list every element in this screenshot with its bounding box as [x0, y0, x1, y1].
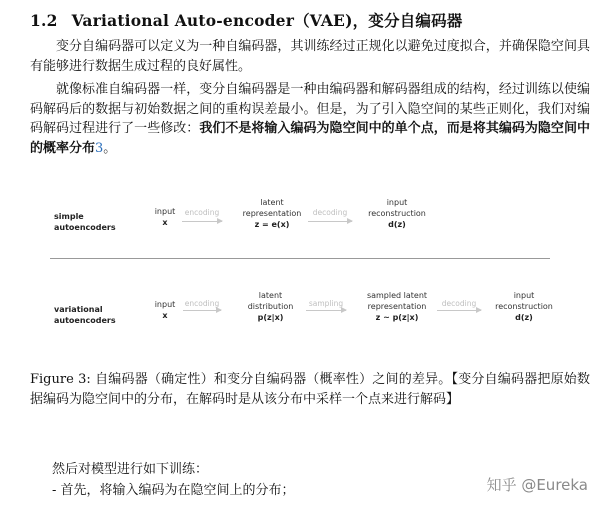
variational-label-line2: autoencoders: [54, 316, 116, 325]
node-title: input: [154, 300, 176, 309]
paragraph-definition: 变分自编码器可以定义为一种自编码器，其训练经过正规化以避免过度拟合，并确保隐空间具有能够进行数据生成过程的良好属性。: [30, 39, 590, 74]
variational-latent-distribution-node: [238, 290, 303, 323]
node-title: input reconstruction: [495, 291, 553, 311]
variational-encoding-label: encoding: [184, 299, 220, 308]
paragraph-structure-text: 就像标准自编码器一样，变分自编码器是一种由编码器和解码器组成的结构，经过训练以使编码解码后的数据与初始数据之间的重构误差最小。但是，为了引入隐空间的某些正则化，我们对编码解码过程进行了一些修改：: [30, 82, 590, 136]
variational-autoencoder-label: [54, 304, 124, 326]
simple-decoding-label: decoding: [312, 208, 348, 217]
section-heading: [30, 9, 590, 31]
bullet-first-step: - 首先，将输入编码为在隐空间上的分布；: [52, 483, 295, 498]
paragraph-training: 然后对模型进行如下训练：: [52, 462, 209, 477]
variational-reconstruction-node: [484, 290, 564, 323]
variational-sampling-label: sampling: [308, 299, 344, 308]
variational-label-line1: variational: [54, 305, 103, 314]
node-title: input reconstruction: [368, 198, 426, 218]
zhihu-watermark: 知乎 @Eureka: [486, 476, 588, 494]
node-title: input: [154, 207, 176, 216]
simple-label-line1: simple: [54, 212, 84, 221]
section-number: 1.2: [30, 11, 58, 30]
paragraph-structure: [30, 80, 590, 158]
variational-sampling-arrow: [306, 310, 346, 311]
node-variable: p(z|x): [257, 313, 284, 322]
node-title: latent distribution: [247, 291, 294, 311]
node-title: latent representation: [242, 198, 302, 218]
node-variable: x: [162, 311, 168, 320]
diagram-divider: [50, 258, 550, 259]
node-title: sampled latent representation: [366, 291, 428, 311]
figure-caption: Figure 3: 自编码器（确定性）和变分自编码器（概率性）之间的差异。【变分自编码器把原始数据编码为隐空间中的分布，在解码时是从该分布中采样一个点来进行解码】: [30, 372, 590, 407]
variational-encoding-arrow: [183, 310, 221, 311]
variational-decoding-label: decoding: [441, 299, 477, 308]
simple-decoding-arrow: [308, 221, 352, 222]
paragraph-emphasis: 我们不是将输入编码为隐空间中的单个点，而是将其编码为隐空间中的概率分布: [30, 121, 590, 156]
node-variable: d(z): [515, 313, 533, 322]
simple-encoding-label: encoding: [184, 208, 220, 217]
simple-latent-node: [232, 197, 312, 230]
simple-autoencoder-label: [54, 211, 124, 233]
paragraph-end: 。: [103, 140, 117, 156]
node-variable: z = e(x): [254, 220, 290, 229]
variational-sampled-node: [352, 290, 442, 323]
simple-reconstruction-node: [357, 197, 437, 230]
node-variable: z ~ p(z|x): [375, 313, 419, 322]
citation-link[interactable]: 3: [95, 140, 104, 156]
node-variable: d(z): [388, 220, 406, 229]
section-title: Variational Auto-encoder（VAE)，变分自编码器: [71, 11, 463, 30]
node-variable: x: [162, 218, 168, 227]
variational-decoding-arrow: [437, 310, 481, 311]
simple-label-line2: autoencoders: [54, 223, 116, 232]
simple-encoding-arrow: [182, 221, 222, 222]
